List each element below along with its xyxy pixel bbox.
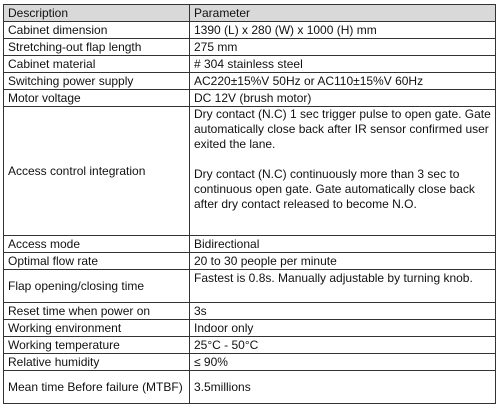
description-cell: Stretching-out flap length [4,39,190,56]
parameter-cell: AC220±15%V 50Hz or AC110±15%V 60Hz [190,73,496,90]
description-cell: Motor voltage [4,90,190,107]
parameter-paragraph: Dry contact (N.C) 1 sec trigger pulse to open gate. Gate automatically close back after IR sensor confirmed user exited the lane. [194,107,491,151]
parameter-cell: Indoor only [190,320,496,337]
description-cell: Working temperature [4,337,190,354]
description-cell: Flap opening/closing time [4,270,190,303]
table-row [4,107,496,236]
table-body [4,22,496,404]
table-row [4,39,496,56]
table-header [4,5,496,22]
table-row [4,354,496,371]
table-row [4,270,496,303]
description-cell: Switching power supply [4,73,190,90]
parameter-cell: 20 to 30 people per minute [190,253,496,270]
table-row [4,90,496,107]
header-parameter: Parameter [190,5,496,22]
description-cell: Reset time when power on [4,303,190,320]
header-row [4,5,496,22]
parameter-cell: Fastest is 0.8s. Manually adjustable by turning knob. [190,270,496,303]
parameter-cell: Bidirectional [190,236,496,253]
table-row [4,337,496,354]
parameter-paragraph: Dry contact (N.C) continuously more than 3 sec to continuous open gate. Gate automatically close back after dry contact released to become N.O. [194,167,475,211]
description-cell: Cabinet material [4,56,190,73]
description-cell: Optimal flow rate [4,253,190,270]
parameter-cell: 1390 (L) x 280 (W) x 1000 (H) mm [190,22,496,39]
table-row [4,371,496,404]
parameter-cell: ≤ 90% [190,354,496,371]
parameter-cell: 3.5millions [190,371,496,404]
description-cell: Access mode [4,236,190,253]
parameter-cell: 275 mm [190,39,496,56]
description-cell: Mean time Before failure (MTBF) [4,371,190,404]
table-row [4,320,496,337]
description-cell: Relative humidity [4,354,190,371]
table-row [4,303,496,320]
table-row [4,56,496,73]
table-row [4,253,496,270]
parameter-cell: DC 12V (brush motor) [190,90,496,107]
table-row [4,236,496,253]
parameter-cell: 3s [190,303,496,320]
header-description: Description [4,5,190,22]
parameter-cell: # 304 stainless steel [190,56,496,73]
description-cell: Working environment [4,320,190,337]
parameter-cell [190,107,496,236]
table-row [4,73,496,90]
parameter-cell: 25°C - 50°C [190,337,496,354]
description-cell: Access control integration [4,107,190,236]
description-cell: Cabinet dimension [4,22,190,39]
paragraph-spacer [194,152,491,167]
table-row [4,22,496,39]
specification-table [3,4,496,404]
